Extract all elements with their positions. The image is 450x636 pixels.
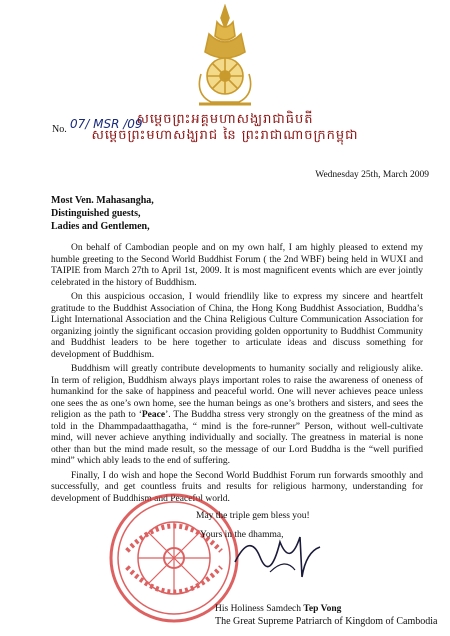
salutation [51, 194, 154, 233]
reference-label: No. [52, 124, 67, 135]
body-paragraph: Buddhism will greatly contribute developments to humanity socially and religiously alike. In term of religion, Buddhism always plays important roles to raise the awareness of oneness of humankind for the sake of happiness and peaceful world. One will never achieves peace unless one sees the as one’s own home, see the human beings as one’s brothers and sisters, and sees the religion as the path to ‘Peace’. The Buddha stress very strongly on the greatness of the mind as told in the Dhammpadaatthagatha, “ mind is the fore-runner” Person, without well-cultivate mind, will never achieve anything individually and socially. The greatness in material is none other than but the mind made result, so the message of our Lord Buddha is the “well purified mind” which ably leads to the end of suffering. [51, 364, 423, 466]
body-paragraph: On this auspicious occasion, I would friendlily like to express my sincere and heartfelt gratitude to the Buddhist Association of China, the Hong Kong Buddhist Association, Buddha’s Light International Association and the China Religious Culture Communication Association for organizing jointly the significant occasion providing golden opportunity to Buddhist Community and Buddhist leaders to be here together to articulate ideas and discuss something for development of Buddhism. [51, 292, 423, 360]
signatory-title: The Great Supreme Patriarch of Kingdom of Cambodia [215, 616, 438, 627]
salutation-line: Distinguished guests, [51, 208, 141, 219]
letter-date: Wednesday 25th, March 2009 [315, 170, 429, 180]
blessing-line: May the triple gem bless you! [196, 511, 310, 521]
body-paragraph: Finally, I do wish and hope the Second World Buddhist Forum run forwards smoothly and successfully, and get countless fruits and results for religious harmony, understanding for development of Buddhism and Peaceful world. [51, 470, 423, 504]
closing-line: Yours in the dhamma, [200, 530, 284, 540]
body-paragraph: On behalf of Cambodian people and on my own half, I am highly pleased to extend my humble greeting to the Second World Buddhist Forum ( the 2nd WBF) being held in WUXI and TAIPIE from March 27th to April 1st, 2009. It is most magnificent events which are ever jointly celebrated in the history of Buddhism. [51, 243, 423, 288]
khmer-header-line-2: សម្ដេចព្រះមហាសង្ឃរាជ នៃ ព្រះរាជាណាចក្រកម្ពុជា [91, 128, 359, 143]
buddhist-emblem-icon [191, 4, 259, 109]
letter-body [51, 243, 423, 508]
signatory-name: His Holiness Samdech Tep Vong [215, 604, 342, 614]
salutation-line: Ladies and Gentlemen, [51, 221, 150, 232]
khmer-header-line-1: សម្ដេចព្រះអគ្គមហាសង្ឃរាជាធិបតី [136, 112, 314, 127]
reference-number: 07/ MSR /09 [70, 117, 143, 131]
salutation-line: Most Ven. Mahasangha, [51, 195, 154, 206]
